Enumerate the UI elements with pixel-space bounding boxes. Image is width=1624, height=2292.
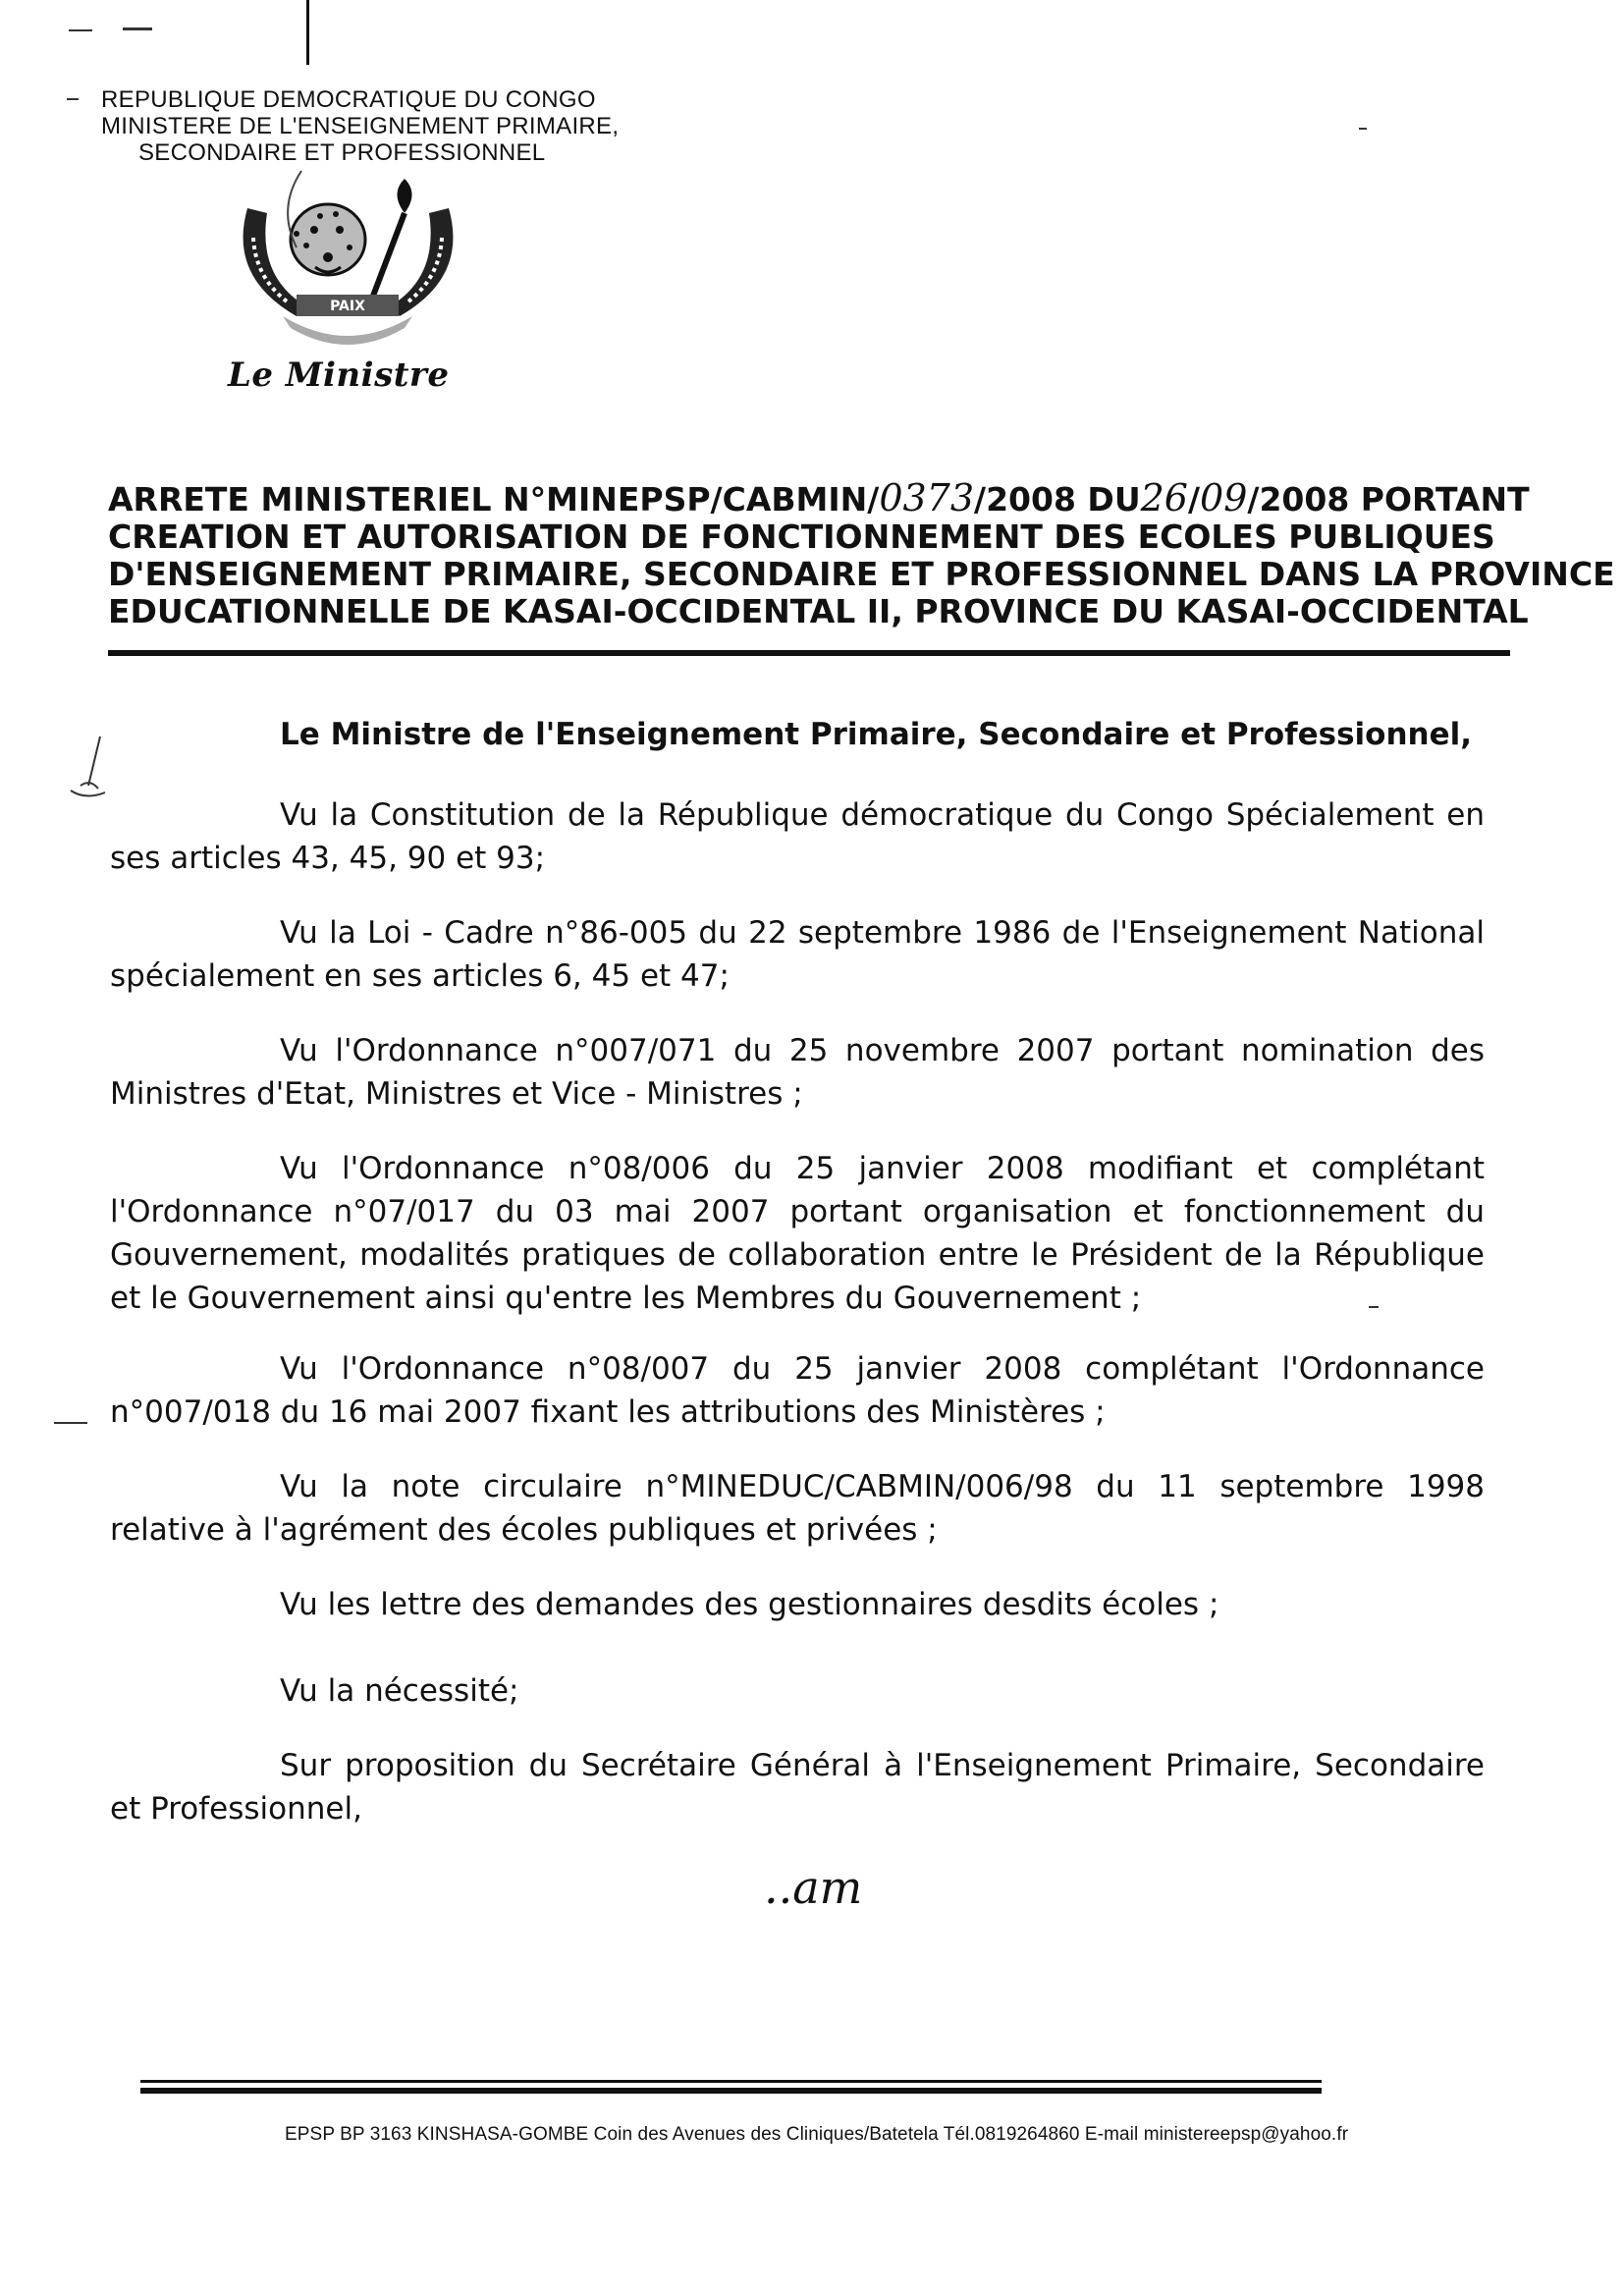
paragraph (110, 1744, 1485, 1830)
scan-speck (69, 29, 92, 31)
paragraph-text: Sur proposition du Secrétaire Général à l'Enseignement Primaire, Secondaire et Professionnel, (110, 1748, 1485, 1827)
paragraph-text: Vu la nécessité; (280, 1673, 519, 1709)
intro-line: Le Ministre de l'Enseignement Primaire, Secondaire et Professionnel, (280, 717, 1473, 752)
title-part: / (1187, 480, 1201, 518)
letterhead-ministry: MINISTERE DE L'ENSEIGNEMENT PRIMAIRE, (101, 113, 620, 139)
paragraph (110, 1147, 1485, 1320)
paragraph (110, 1029, 1485, 1116)
emblem-band-text: PAIX (330, 299, 365, 314)
title-line-4: EDUCATIONNELLE DE KASAI-OCCIDENTAL II, PROVINCE DU KASAI-OCCIDENTAL (108, 592, 1529, 630)
coat-of-arms-emblem (218, 169, 473, 355)
paragraph (110, 1669, 1485, 1713)
letterhead-ministry-cont: SECONDAIRE ET PROFESSIONNEL (138, 139, 546, 166)
title-underline (108, 650, 1510, 656)
decree-title (108, 476, 1615, 630)
scan-mark (306, 0, 309, 65)
handwritten-initials: ..am (764, 1861, 863, 1914)
minister-label: Le Ministre (228, 355, 450, 395)
paragraph-text: Vu la note circulaire n°MINEDUC/CABMIN/006/98 du 11 septembre 1998 relative à l'agrément des écoles publiques et privées ; (110, 1469, 1485, 1548)
paragraph (110, 911, 1485, 998)
paragraph-text: Vu la Loi - Cadre n°86-005 du 22 septembre 1986 de l'Enseignement National spécialement en ses articles 6, 45 et 47; (110, 915, 1485, 994)
paragraph-text: Vu les lettre des demandes des gestionnaires desdits écoles ; (280, 1587, 1219, 1622)
paragraph-text: Vu la Constitution de la République démocratique du Congo Spécialement en ses articles 43, 45, 90 et 93; (110, 797, 1485, 876)
title-part: /2008 PORTANT (1247, 480, 1530, 518)
title-line-3: D'ENSEIGNEMENT PRIMAIRE, SECONDAIRE ET PROFESSIONNEL DANS LA PROVINCE (108, 555, 1615, 593)
scan-speck (54, 1422, 87, 1424)
paragraph (110, 1347, 1485, 1434)
letterhead (101, 86, 619, 166)
scan-speck (123, 27, 152, 30)
paragraph (110, 1583, 1485, 1626)
scan-speck (67, 98, 79, 100)
title-line-2: CREATION ET AUTORISATION DE FONCTIONNEMENT DES ECOLES PUBLIQUES (108, 518, 1495, 556)
footer-address: EPSP BP 3163 KINSHASA-GOMBE Coin des Avenues des Cliniques/Batetela Tél.0819264860 E-mail ministereepsp@yahoo.fr (285, 2124, 1349, 2145)
title-line-1 (108, 476, 1530, 519)
paragraph-text: Vu l'Ordonnance n°007/071 du 25 novembre 2007 portant nomination des Ministres d'Etat, Ministres et Vice - Ministres ; (110, 1033, 1485, 1112)
letterhead-country: REPUBLIQUE DEMOCRATIQUE DU CONGO (101, 86, 596, 113)
paragraph (110, 793, 1485, 880)
paragraph (110, 1465, 1485, 1552)
title-part: /2008 DU (974, 480, 1141, 518)
handwritten-decree-number: 0373 (879, 476, 975, 519)
paragraph-text: Vu l'Ordonnance n°08/006 du 25 janvier 2008 modifiant et complétant l'Ordonnance n°07/017 du 03 mai 2007 portant organisation et fonctionnement du Gouvernement, modalités pratiques de collaboration entre le Président de la République et le Gouvernement ainsi qu'entre les Membres du Gouvernement ; (110, 1151, 1485, 1316)
handwritten-day: 26 (1140, 476, 1188, 519)
footer-rule-thick (140, 2088, 1322, 2094)
paragraph-text: Vu l'Ordonnance n°08/007 du 25 janvier 2008 complétant l'Ordonnance n°007/018 du 16 mai 2007 fixant les attributions des Ministères ; (110, 1351, 1485, 1430)
scan-speck (1359, 128, 1367, 130)
handwritten-month: 09 (1200, 476, 1248, 519)
title-part: ARRETE MINISTERIEL N°MINEPSP/CABMIN/ (108, 480, 880, 518)
footer-rule (140, 2080, 1322, 2083)
